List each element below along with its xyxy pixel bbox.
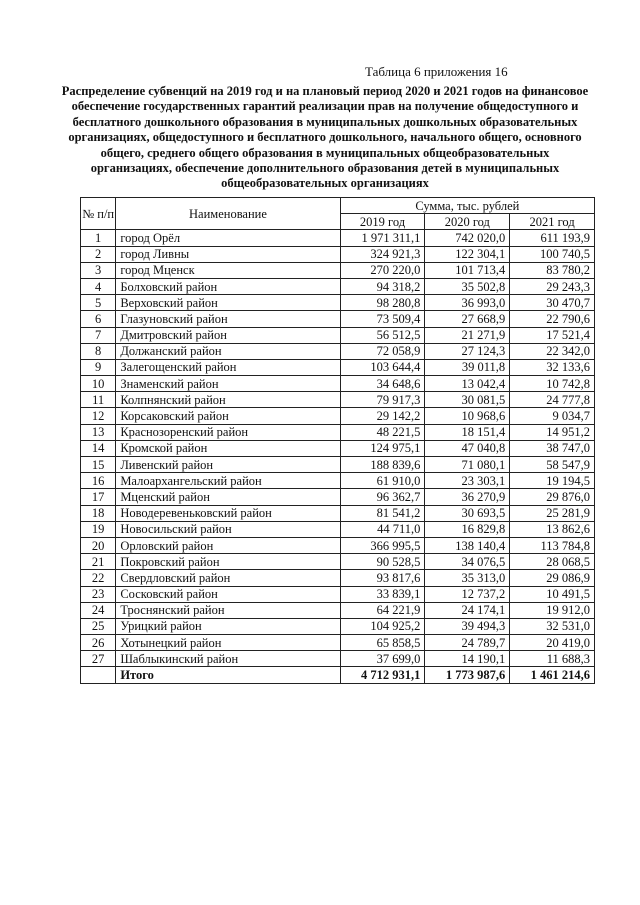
row-value-2021: 100 740,5 (510, 246, 595, 262)
row-value-2020: 47 040,8 (425, 440, 510, 456)
total-2020: 1 773 987,6 (425, 667, 510, 683)
row-name: Новодеревеньковский район (116, 505, 340, 521)
row-value-2021: 22 342,0 (510, 343, 595, 359)
table-row (81, 521, 595, 537)
row-value-2021: 9 034,7 (510, 408, 595, 424)
table-row (81, 635, 595, 651)
row-value-2021: 19 912,0 (510, 602, 595, 618)
row-number: 12 (81, 408, 116, 424)
row-number: 3 (81, 262, 116, 278)
row-number: 16 (81, 473, 116, 489)
table-body (81, 230, 595, 667)
row-value-2020: 23 303,1 (425, 473, 510, 489)
row-name: город Ливны (116, 246, 340, 262)
row-number: 25 (81, 618, 116, 634)
table-row (81, 262, 595, 278)
row-number: 14 (81, 440, 116, 456)
row-value-2021: 13 862,6 (510, 521, 595, 537)
row-number: 22 (81, 570, 116, 586)
row-number: 1 (81, 230, 116, 246)
column-header-2019: 2019 год (340, 214, 425, 230)
row-value-2019: 37 699,0 (340, 651, 425, 667)
row-value-2019: 90 528,5 (340, 554, 425, 570)
row-value-2019: 73 509,4 (340, 311, 425, 327)
row-value-2021: 29 876,0 (510, 489, 595, 505)
document-title: Распределение субвенций на 2019 год и на плановый период 2020 и 2021 годов на финансовое обеспечение государственных гарантий реализации прав на получение общедоступного и бесплатного дошкольного образования в муниципальных дошкольных образовательных организациях, общедоступного и бесплатного дошкольного, начального общего, основного общего, среднего общего образования в муниципальных общеобразовательных организациях, обеспечение дополнительного образования детей в муниципальных общеобразовательных организациях (61, 84, 589, 191)
row-number: 18 (81, 505, 116, 521)
row-value-2019: 29 142,2 (340, 408, 425, 424)
table-row (81, 327, 595, 343)
row-value-2021: 28 068,5 (510, 554, 595, 570)
row-name: Орловский район (116, 537, 340, 553)
row-value-2019: 98 280,8 (340, 295, 425, 311)
row-value-2019: 56 512,5 (340, 327, 425, 343)
table-row (81, 570, 595, 586)
row-value-2019: 94 318,2 (340, 278, 425, 294)
row-value-2020: 18 151,4 (425, 424, 510, 440)
row-value-2020: 138 140,4 (425, 537, 510, 553)
row-value-2019: 61 910,0 (340, 473, 425, 489)
row-value-2020: 34 076,5 (425, 554, 510, 570)
row-value-2019: 96 362,7 (340, 489, 425, 505)
row-name: Должанский район (116, 343, 340, 359)
row-value-2020: 71 080,1 (425, 457, 510, 473)
row-value-2019: 64 221,9 (340, 602, 425, 618)
row-number: 11 (81, 392, 116, 408)
table-row (81, 537, 595, 553)
row-name: Знаменский район (116, 376, 340, 392)
row-name: Урицкий район (116, 618, 340, 634)
table-row (81, 246, 595, 262)
row-number: 19 (81, 521, 116, 537)
row-number: 10 (81, 376, 116, 392)
row-value-2021: 29 243,3 (510, 278, 595, 294)
row-value-2019: 104 925,2 (340, 618, 425, 634)
table-row (81, 586, 595, 602)
column-header-number: № п/п (81, 198, 116, 230)
table-row (81, 440, 595, 456)
row-name: Дмитровский район (116, 327, 340, 343)
table-row (81, 343, 595, 359)
row-name: Болховский район (116, 278, 340, 294)
row-value-2021: 11 688,3 (510, 651, 595, 667)
table-row (81, 618, 595, 634)
row-number: 23 (81, 586, 116, 602)
row-value-2021: 32 133,6 (510, 359, 595, 375)
table-row (81, 489, 595, 505)
row-value-2020: 30 693,5 (425, 505, 510, 521)
row-number: 15 (81, 457, 116, 473)
row-name: Ливенский район (116, 457, 340, 473)
row-value-2019: 1 971 311,1 (340, 230, 425, 246)
row-number: 8 (81, 343, 116, 359)
total-2021: 1 461 214,6 (510, 667, 595, 683)
row-value-2019: 188 839,6 (340, 457, 425, 473)
row-value-2020: 12 737,2 (425, 586, 510, 602)
column-header-2020: 2020 год (425, 214, 510, 230)
row-value-2019: 270 220,0 (340, 262, 425, 278)
table-row (81, 473, 595, 489)
row-value-2020: 35 502,8 (425, 278, 510, 294)
row-number: 21 (81, 554, 116, 570)
total-num-cell (81, 667, 116, 683)
row-value-2020: 13 042,4 (425, 376, 510, 392)
row-value-2020: 14 190,1 (425, 651, 510, 667)
table-row (81, 602, 595, 618)
row-value-2020: 36 993,0 (425, 295, 510, 311)
table-row (81, 359, 595, 375)
row-value-2020: 24 174,1 (425, 602, 510, 618)
row-value-2021: 19 194,5 (510, 473, 595, 489)
row-number: 6 (81, 311, 116, 327)
row-value-2019: 103 644,4 (340, 359, 425, 375)
row-value-2021: 113 784,8 (510, 537, 595, 553)
row-number: 26 (81, 635, 116, 651)
row-name: Новосильский район (116, 521, 340, 537)
row-value-2021: 30 470,7 (510, 295, 595, 311)
row-value-2020: 16 829,8 (425, 521, 510, 537)
row-value-2021: 14 951,2 (510, 424, 595, 440)
row-value-2021: 17 521,4 (510, 327, 595, 343)
row-number: 2 (81, 246, 116, 262)
table-row (81, 424, 595, 440)
table-header-row (81, 198, 595, 214)
row-name: город Мценск (116, 262, 340, 278)
row-value-2020: 27 668,9 (425, 311, 510, 327)
row-value-2019: 124 975,1 (340, 440, 425, 456)
table-row (81, 392, 595, 408)
row-value-2019: 48 221,5 (340, 424, 425, 440)
row-name: Корсаковский район (116, 408, 340, 424)
row-name: Глазуновский район (116, 311, 340, 327)
row-value-2020: 21 271,9 (425, 327, 510, 343)
subventions-table (80, 197, 595, 684)
row-number: 9 (81, 359, 116, 375)
row-value-2019: 34 648,6 (340, 376, 425, 392)
row-value-2019: 366 995,5 (340, 537, 425, 553)
row-value-2020: 39 494,3 (425, 618, 510, 634)
row-value-2020: 39 011,8 (425, 359, 510, 375)
row-value-2019: 93 817,6 (340, 570, 425, 586)
row-value-2021: 83 780,2 (510, 262, 595, 278)
row-value-2021: 24 777,8 (510, 392, 595, 408)
column-header-name: Наименование (116, 198, 340, 230)
table-row (81, 554, 595, 570)
table-row (81, 376, 595, 392)
row-name: Покровский район (116, 554, 340, 570)
row-number: 24 (81, 602, 116, 618)
row-name: Кромской район (116, 440, 340, 456)
row-value-2021: 25 281,9 (510, 505, 595, 521)
row-number: 20 (81, 537, 116, 553)
row-number: 17 (81, 489, 116, 505)
row-value-2020: 122 304,1 (425, 246, 510, 262)
row-value-2020: 30 081,5 (425, 392, 510, 408)
row-value-2019: 324 921,3 (340, 246, 425, 262)
row-value-2020: 742 020,0 (425, 230, 510, 246)
table-row (81, 505, 595, 521)
total-label: Итого (116, 667, 340, 683)
row-number: 4 (81, 278, 116, 294)
table-row (81, 278, 595, 294)
row-name: город Орёл (116, 230, 340, 246)
row-value-2020: 27 124,3 (425, 343, 510, 359)
row-value-2020: 24 789,7 (425, 635, 510, 651)
row-number: 13 (81, 424, 116, 440)
row-name: Мценский район (116, 489, 340, 505)
row-number: 5 (81, 295, 116, 311)
column-header-sum: Сумма, тыс. рублей (340, 198, 594, 214)
row-value-2021: 38 747,0 (510, 440, 595, 456)
row-name: Залегощенский район (116, 359, 340, 375)
row-name: Шаблыкинский район (116, 651, 340, 667)
table-reference: Таблица 6 приложения 16 (365, 64, 508, 79)
row-number: 27 (81, 651, 116, 667)
row-value-2020: 101 713,4 (425, 262, 510, 278)
row-name: Троснянский район (116, 602, 340, 618)
total-2019: 4 712 931,1 (340, 667, 425, 683)
row-name: Малоархангельский район (116, 473, 340, 489)
row-value-2019: 33 839,1 (340, 586, 425, 602)
row-name: Свердловский район (116, 570, 340, 586)
row-number: 7 (81, 327, 116, 343)
row-name: Колпнянский район (116, 392, 340, 408)
row-value-2019: 81 541,2 (340, 505, 425, 521)
row-value-2021: 22 790,6 (510, 311, 595, 327)
row-value-2021: 10 491,5 (510, 586, 595, 602)
total-row (81, 667, 595, 683)
column-header-2021: 2021 год (510, 214, 595, 230)
row-value-2021: 58 547,9 (510, 457, 595, 473)
row-name: Верховский район (116, 295, 340, 311)
table-row (81, 230, 595, 246)
row-value-2020: 36 270,9 (425, 489, 510, 505)
row-value-2021: 10 742,8 (510, 376, 595, 392)
row-value-2021: 611 193,9 (510, 230, 595, 246)
row-name: Сосковский район (116, 586, 340, 602)
table-row (81, 457, 595, 473)
row-value-2021: 20 419,0 (510, 635, 595, 651)
row-value-2020: 35 313,0 (425, 570, 510, 586)
table-row (81, 651, 595, 667)
row-value-2019: 72 058,9 (340, 343, 425, 359)
row-value-2020: 10 968,6 (425, 408, 510, 424)
row-value-2019: 79 917,3 (340, 392, 425, 408)
row-value-2021: 32 531,0 (510, 618, 595, 634)
table-row (81, 295, 595, 311)
table-row (81, 311, 595, 327)
row-value-2019: 44 711,0 (340, 521, 425, 537)
row-name: Краснозоренский район (116, 424, 340, 440)
table-row (81, 408, 595, 424)
row-name: Хотынецкий район (116, 635, 340, 651)
row-value-2019: 65 858,5 (340, 635, 425, 651)
row-value-2021: 29 086,9 (510, 570, 595, 586)
